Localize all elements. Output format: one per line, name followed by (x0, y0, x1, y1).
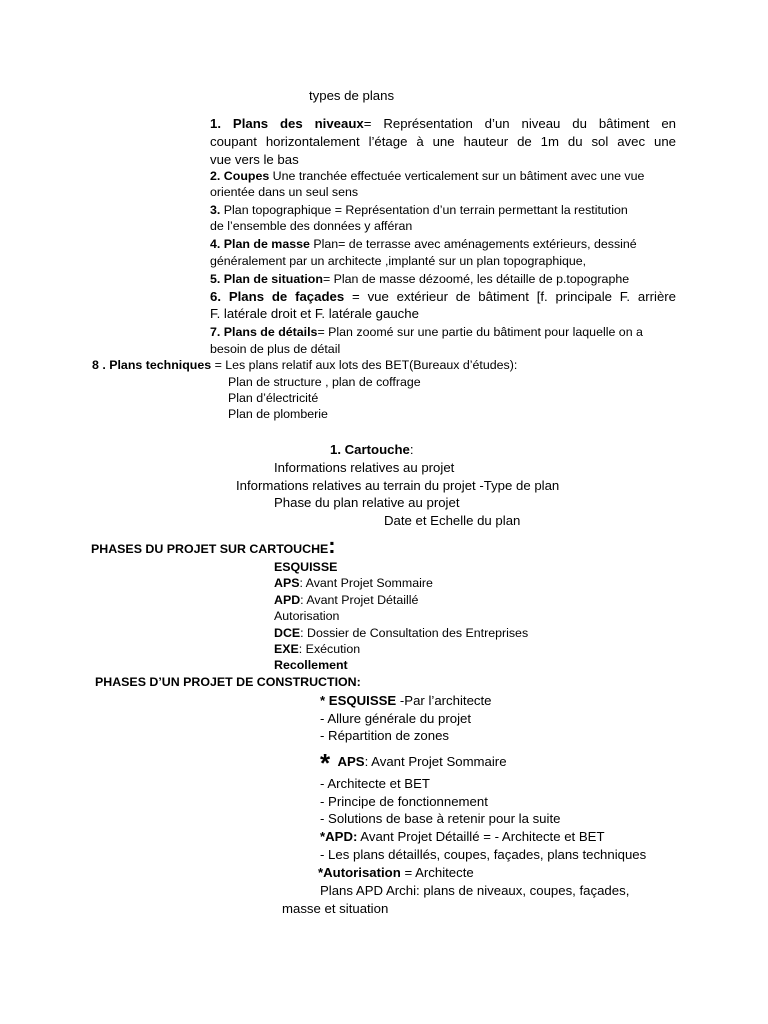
phases-cartouche-item-4: DCE: Dossier de Consultation des Entreprises (274, 626, 529, 640)
cartouche-heading: 1. Cartouche: (330, 442, 414, 457)
plan-8-line-1: 8 . Plans techniques = Les plans relatif aux lots des BET(Bureaux d’études): (92, 358, 518, 372)
plan-1-line-2: coupant horizontalement l’étage à une hauteur de 1m du sol avec une (210, 134, 676, 149)
plan-2-line-1: 2. Coupes Une tranchée effectuée verticalement sur un bâtiment avec une vue (210, 169, 645, 183)
construction-aps: * APS: Avant Projet Sommaire (320, 748, 507, 778)
plan-5-line-1: 5. Plan de situation= Plan de masse dézoomé, les détaille de p.topographe (210, 272, 630, 286)
phases-cartouche-item-2: APD: Avant Projet Détaillé (274, 593, 419, 607)
construction-plans-apd-line-2: masse et situation (282, 901, 389, 916)
plan-1-line-1: 1. Plans des niveaux= Représentation d’un niveau du bâtiment en (210, 116, 676, 131)
plan-6-line-1: 6. Plans de façades = vue extérieur de bâtiment [f. principale F. arrière (210, 289, 676, 304)
cartouche-line-3: Phase du plan relative au projet (274, 495, 460, 510)
construction-aps-sub-2: - Principe de fonctionnement (320, 794, 488, 809)
phases-cartouche-item-3: Autorisation (274, 609, 340, 623)
plan-8-sub-2: Plan d’électricité (228, 391, 319, 405)
construction-autorisation: *Autorisation = Architecte (318, 865, 474, 880)
phases-cartouche-esquisse: ESQUISSE (274, 560, 338, 574)
construction-apd: *APD: Avant Projet Détaillé = - Architecte et BET (320, 829, 605, 844)
phases-construction-heading: PHASES D’UN PROJET DE CONSTRUCTION: (95, 675, 361, 689)
plan-6-line-2: F. latérale droit et F. latérale gauche (210, 306, 419, 321)
plan-7-line-1: 7. Plans de détails= Plan zoomé sur une partie du bâtiment pour laquelle on a (210, 325, 643, 339)
construction-esquisse-sub-2: - Répartition de zones (320, 728, 450, 743)
plan-3-line-1: 3. Plan topographique = Représentation d’un terrain permettant la restitution (210, 203, 628, 217)
page-title: types de plans (309, 88, 395, 103)
phases-cartouche-item-5: EXE: Exécution (274, 642, 361, 656)
construction-aps-sub-3: - Solutions de base à retenir pour la suite (320, 811, 561, 826)
cartouche-line-2: Informations relatives au terrain du projet -Type de plan (236, 478, 560, 493)
construction-aps-sub-1: - Architecte et BET (320, 776, 430, 791)
plan-7-line-2: besoin de plus de détail (210, 342, 341, 356)
plan-2-line-2: orientée dans un seul sens (210, 185, 359, 199)
plan-1-line-3: vue vers le bas (210, 152, 299, 167)
construction-esquisse: * ESQUISSE -Par l’architecte (320, 693, 492, 708)
plan-4-line-1: 4. Plan de masse Plan= de terrasse avec aménagements extérieurs, dessiné (210, 237, 637, 251)
construction-esquisse-sub-1: - Allure générale du projet (320, 711, 472, 726)
construction-plans-apd-line-1: Plans APD Archi: plans de niveaux, coupes, façades, (320, 883, 630, 898)
plan-3-line-2: de l’ensemble des données y afféran (210, 219, 413, 233)
construction-apd-sub-1: - Les plans détaillés, coupes, façades, plans techniques (320, 847, 647, 862)
plan-4-line-2: généralement par un architecte ,implanté sur un plan topographique, (210, 254, 587, 268)
phases-cartouche-heading: PHASES DU PROJET SUR CARTOUCHE: (91, 533, 336, 558)
phases-cartouche-item-1: APS: Avant Projet Sommaire (274, 576, 433, 590)
cartouche-line-1: Informations relatives au projet (274, 460, 455, 475)
phases-cartouche-recollement: Recollement (274, 658, 348, 672)
plan-8-sub-3: Plan de plomberie (228, 407, 328, 421)
cartouche-line-4: Date et Echelle du plan (384, 513, 521, 528)
plan-8-sub-1: Plan de structure , plan de coffrage (228, 375, 421, 389)
